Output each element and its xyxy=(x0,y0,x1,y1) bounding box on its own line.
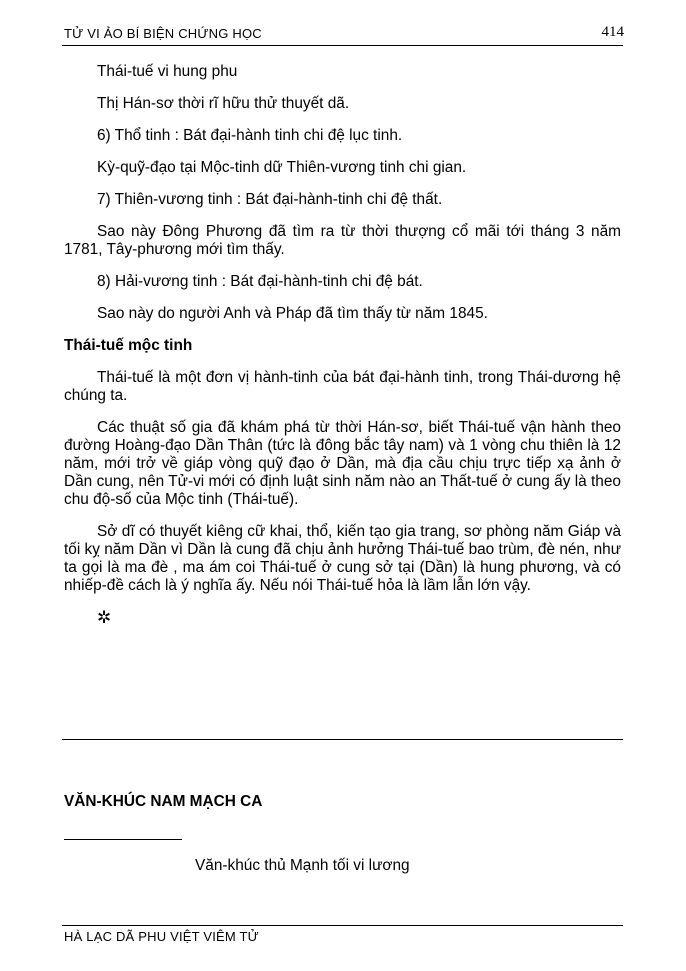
paragraph: Thái-tuế là một đơn vị hành-tinh của bát đại-hành tinh, trong Thái-dương hệ chúng ta. xyxy=(64,369,621,404)
subsection-heading: Thái-tuế mộc tinh xyxy=(64,337,193,354)
paragraph: Các thuật số gia đã khám phá từ thời Hán-sơ, biết Thái-tuế vận hành theo đường Hoàng-đạo Dần Thân (tức là đông bắc tây nam) và 1 vòng chu thiên là 12 năm, mới trở về giáp vòng quỹ đạo ở Dần, mà địa cầu chịu trực tiếp xạ ảnh ở Dần cung, nên Tử-vi mới có định luật sinh năm nào an Thất-tuế ở cung ấy là theo chu độ-số của Mộc tinh (Thái-tuế). xyxy=(64,419,621,508)
paragraph: 6) Thổ tinh : Bát đại-hành tinh chi đệ lục tinh. xyxy=(97,127,403,144)
section-title: VĂN-KHÚC NAM MẠCH CA xyxy=(64,793,263,810)
paragraph: Sở dĩ có thuyết kiêng cữ khai, thổ, kiến tạo gia trang, sơ phòng năm Giáp và tối kỵ năm Dần vì Dần là cung đã chịu ảnh hưởng Thái-tuế bao trùm, đè nén, như ta gọi là ma đè , ma ám coi Thái-tuế ở cung sở tại (Dần) là hung phương, và có nhiếp-đề cách là ý nghĩa ấy. Nếu nói Thái-tuế hỏa là lầm lẫn lớn vậy. xyxy=(64,523,621,594)
paragraph: Thị Hán-sơ thời rĩ hữu thử thuyết dã. xyxy=(97,95,350,112)
verse-line: Văn-khúc thủ Mạnh tối vi lương xyxy=(195,857,410,874)
paragraph: Kỳ-quỹ-đạo tại Mộc-tinh dữ Thiên-vương tinh chi gian. xyxy=(97,159,467,176)
running-footer: HÀ LẠC DÃ PHU VIỆT VIÊM TỬ xyxy=(64,929,259,944)
paragraph: Sao này Đông Phương đã tìm ra từ thời thượng cổ mãi tới tháng 3 năm 1781, Tây-phương mới tìm thấy. xyxy=(64,223,621,258)
paragraph: Sao này do người Anh và Pháp đã tìm thấy từ năm 1845. xyxy=(97,305,488,322)
running-header-title: TỬ VI ẢO BÍ BIỆN CHỨNG HỌC xyxy=(64,26,262,41)
footer-rule xyxy=(62,925,623,926)
body-text xyxy=(64,63,621,641)
paragraph: 8) Hải-vương tinh : Bát đại-hành-tinh chi đệ bát. xyxy=(97,273,423,290)
title-underline xyxy=(64,839,182,840)
paragraph: 7) Thiên-vương tinh : Bát đại-hành-tinh chi đệ thất. xyxy=(97,191,443,208)
ornament-icon: ✲ xyxy=(97,608,112,627)
paragraph: Thái-tuế vi hung phu xyxy=(97,63,238,80)
section-divider xyxy=(62,739,623,740)
header-rule xyxy=(62,45,623,46)
page-number: 414 xyxy=(601,24,624,40)
